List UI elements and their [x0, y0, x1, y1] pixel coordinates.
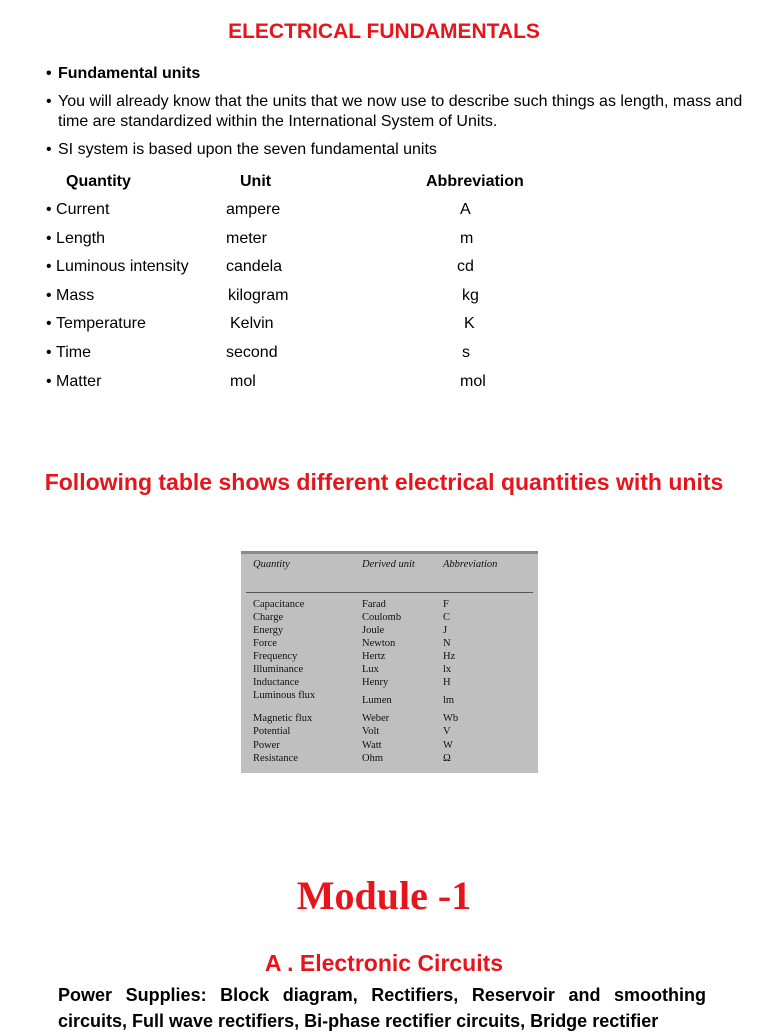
unit-quantity: • Luminous intensity [46, 258, 189, 276]
cell-quantity: Illuminance [253, 664, 304, 675]
cell-derived-unit: Hertz [362, 651, 386, 662]
cell-derived-unit: Newton [362, 638, 396, 649]
units-row [46, 315, 646, 337]
module-title: Module -1 [296, 873, 472, 918]
units-row [46, 287, 646, 309]
unit-abbreviation: mol [460, 373, 486, 390]
units-row [46, 201, 646, 223]
syllabus-paragraph: Power Supplies: Block diagram, Rectifiers, Reservoir and smoothing circuits, Full wave rectifiers, Bi-phase rectifier circuits, Bridge rectifier [58, 985, 706, 1031]
cell-abbreviation: Wb [443, 713, 459, 724]
cell-quantity: Potential [253, 726, 291, 737]
page-title: ELECTRICAL FUNDAMENTALS [228, 20, 540, 43]
section-title: A . Electronic Circuits [264, 950, 504, 976]
cell-abbreviation: H [443, 677, 451, 688]
unit-abbreviation: s [462, 344, 470, 361]
cell-quantity: Power [253, 740, 280, 751]
unit-name: Kelvin [230, 315, 274, 332]
units-header-unit: Unit [240, 173, 272, 190]
cell-derived-unit: Lux [362, 664, 379, 675]
cell-abbreviation: lm [443, 695, 455, 706]
units-row [46, 258, 646, 280]
cell-quantity: Resistance [253, 753, 298, 764]
unit-quantity: • Time [46, 344, 91, 362]
cell-derived-unit: Watt [362, 740, 382, 751]
cell-derived-unit: Coulomb [362, 612, 402, 623]
units-header-abbreviation: Abbreviation [426, 173, 524, 190]
cell-quantity: Force [253, 638, 277, 649]
unit-name: candela [226, 258, 283, 275]
table-row [241, 754, 538, 767]
cell-quantity: Energy [253, 625, 284, 636]
cell-quantity: Luminous flux [253, 690, 316, 701]
unit-abbreviation: K [464, 315, 475, 332]
cell-derived-unit: Volt [362, 726, 380, 737]
cell-derived-unit: Ohm [362, 753, 383, 764]
header-derived-unit: Derived unit [362, 559, 415, 570]
unit-quantity: • Mass [46, 287, 94, 305]
cell-abbreviation: V [443, 726, 451, 737]
cell-abbreviation: lx [443, 664, 452, 675]
cell-quantity: Frequency [253, 651, 298, 662]
unit-abbreviation: kg [462, 287, 479, 304]
cell-derived-unit: Lumen [362, 695, 392, 706]
units-row [46, 230, 646, 252]
unit-quantity: • Length [46, 230, 105, 248]
unit-abbreviation: cd [457, 258, 474, 275]
cell-derived-unit: Henry [362, 677, 389, 688]
unit-abbreviation: m [460, 230, 474, 247]
cell-abbreviation: C [443, 612, 451, 623]
cell-abbreviation: F [443, 599, 449, 610]
cell-derived-unit: Weber [362, 713, 390, 724]
bullet-seven-units: • SI system is based upon the seven fundamental units [46, 140, 746, 160]
unit-quantity: • Current [46, 201, 109, 219]
unit-quantity: • Matter [46, 373, 101, 391]
electrical-quantities-table [241, 551, 538, 773]
unit-quantity: • Temperature [46, 315, 146, 333]
cell-abbreviation: Hz [443, 651, 456, 662]
cell-abbreviation: W [443, 740, 453, 751]
unit-name: ampere [226, 201, 281, 218]
cell-quantity: Capacitance [253, 599, 305, 610]
table-row [241, 613, 538, 626]
table-divider [246, 592, 533, 593]
table-row [241, 727, 538, 740]
unit-name: mol [230, 373, 256, 390]
unit-abbreviation: A [460, 201, 471, 218]
unit-name: kilogram [228, 287, 289, 304]
header-abbreviation: Abbreviation [443, 559, 498, 570]
unit-name: meter [226, 230, 267, 247]
bullet-si-intro: • You will already know that the units that we now use to describe such things as length, mass and time are standardized within the International System of Units. [46, 92, 746, 132]
bullet-fundamental-units: • Fundamental units [46, 64, 746, 84]
table-header-row [241, 560, 538, 590]
cell-abbreviation: Ω [443, 753, 451, 764]
cell-abbreviation: N [443, 638, 451, 649]
cell-abbreviation: J [443, 625, 448, 636]
units-header-quantity: Quantity [66, 173, 131, 190]
units-row [46, 344, 646, 366]
table-row [241, 691, 538, 711]
unit-name: second [226, 344, 278, 361]
cell-derived-unit: Joule [362, 625, 385, 636]
cell-quantity: Magnetic flux [253, 713, 313, 724]
units-row [46, 373, 646, 395]
table-caption: Following table shows different electrical quantities with units [44, 469, 724, 495]
intro-bullets [46, 64, 746, 168]
cell-derived-unit: Farad [362, 599, 386, 610]
header-quantity: Quantity [253, 559, 290, 570]
cell-quantity: Inductance [253, 677, 300, 688]
cell-quantity: Charge [253, 612, 284, 623]
